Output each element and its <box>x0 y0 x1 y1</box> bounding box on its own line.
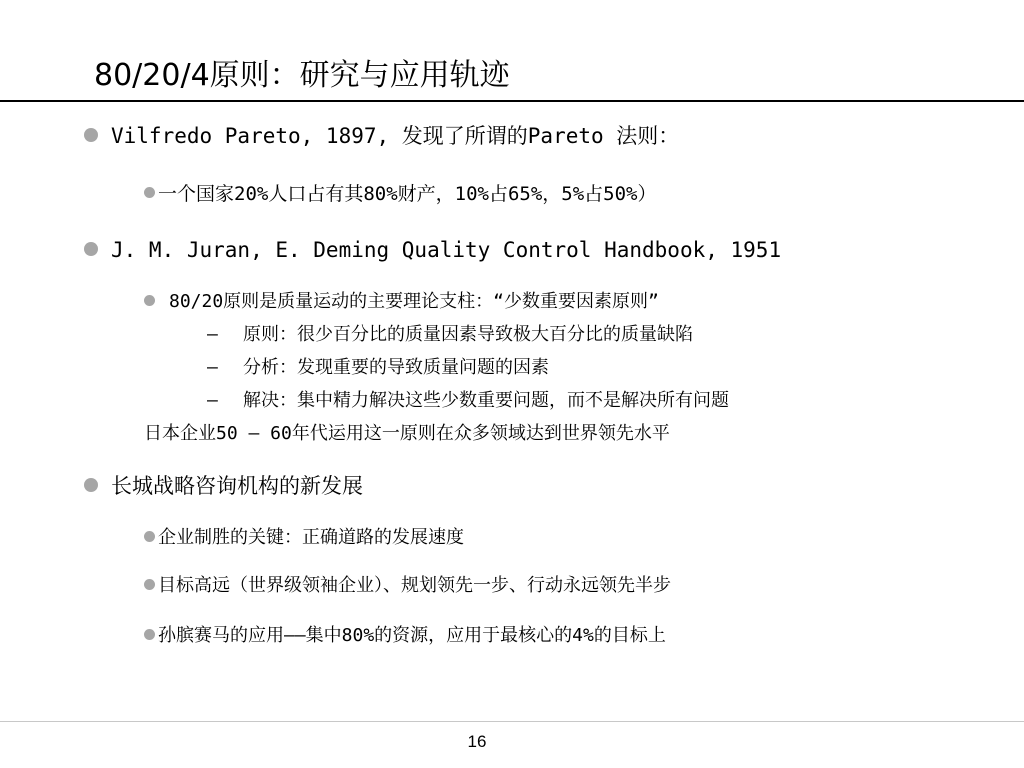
slide-title: 80/20/4原则：研究与应用轨迹 <box>94 58 510 93</box>
bullet-text: 企业制胜的关键：正确道路的发展速度 <box>158 527 464 548</box>
bullet-text: Vilfredo Pareto, 1897, 发现了所谓的Pareto 法则： <box>111 124 680 148</box>
sub-bullet-key-to-success <box>144 524 464 552</box>
title-divider <box>0 100 1024 102</box>
japan-note: 日本企业50 – 60年代运用这一原则在众多领域达到世界领先水平 <box>144 423 670 444</box>
dash-marker: – <box>207 357 218 378</box>
sub-bullet-high-goals <box>144 572 671 600</box>
dash-marker: – <box>207 324 218 345</box>
bullet-dot-icon <box>144 629 155 640</box>
bullet-dot-icon <box>144 187 155 198</box>
dash-marker: – <box>207 390 218 411</box>
sub-bullet-pareto-detail <box>144 180 656 208</box>
sub-bullet-horse-race <box>144 622 666 650</box>
bullet-item-pareto <box>84 122 679 150</box>
bullet-text: 一个国家20%人口占有其80%财产，10%占65%，5%占50%） <box>158 183 657 205</box>
bullet-dot-icon <box>84 128 98 142</box>
bullet-dot-icon <box>144 579 155 590</box>
bullet-dot-icon <box>144 531 155 542</box>
sub-bullet-juran-principle <box>144 288 659 316</box>
dash-item-analysis <box>207 354 549 382</box>
dash-item-solution <box>207 387 729 415</box>
bullet-dot-icon <box>84 242 98 256</box>
bullet-text: 80/20原则是质量运动的主要理论支柱：“少数重要因素原则” <box>169 291 659 312</box>
bullet-item-juran <box>84 236 781 264</box>
dash-text: 分析：发现重要的导致质量问题的因素 <box>243 357 549 378</box>
dash-item-principle <box>207 321 693 349</box>
page-number: 16 <box>467 732 487 751</box>
bullet-item-greatwall <box>84 472 363 500</box>
bullet-text: 长城战略咨询机构的新发展 <box>111 474 363 498</box>
footer-divider <box>0 721 1024 722</box>
dash-text: 解决：集中精力解决这些少数重要问题，而不是解决所有问题 <box>243 390 729 411</box>
bullet-text: 孙膑赛马的应用——集中80%的资源，应用于最核心的4%的目标上 <box>158 625 666 646</box>
bullet-text: 目标高远（世界级领袖企业）、规划领先一步、行动永远领先半步 <box>158 575 671 596</box>
bullet-dot-icon <box>144 295 155 306</box>
bullet-text: J. M. Juran, E. Deming Quality Control Handbook, 1951 <box>111 238 782 262</box>
bullet-dot-icon <box>84 478 98 492</box>
dash-text: 原则：很少百分比的质量因素导致极大百分比的质量缺陷 <box>243 324 693 345</box>
